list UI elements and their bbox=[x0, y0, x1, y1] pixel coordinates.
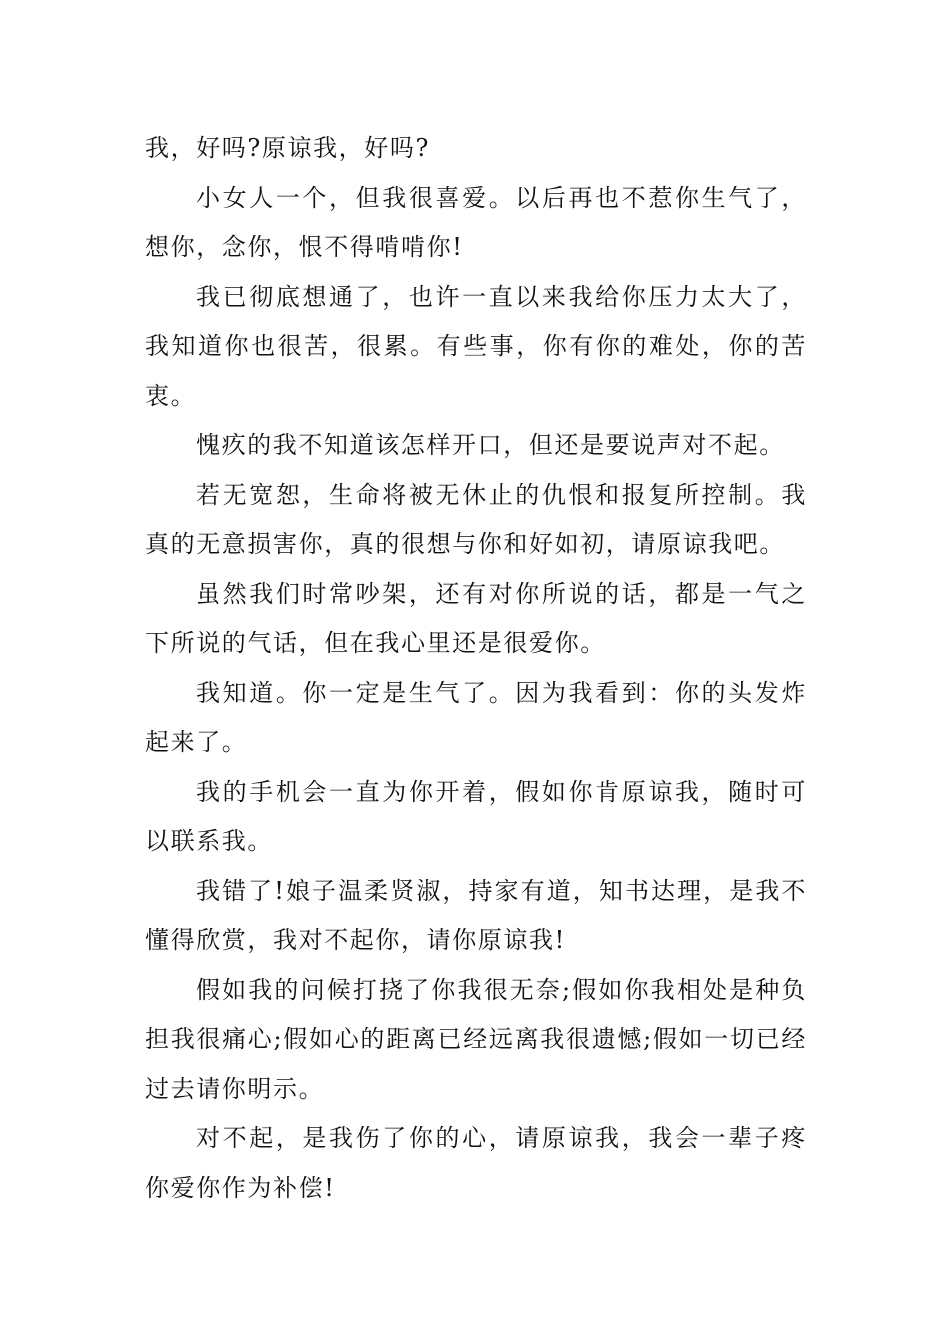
paragraph-4: 愧疚的我不知道该怎样开口，但还是要说声对不起。 bbox=[196, 431, 785, 459]
paragraph-7: 我知道。你一定是生气了。因为我看到：你的头发炸起来了。 bbox=[145, 678, 807, 756]
paragraph-3: 我已彻底想通了，也许一直以来我给你压力太大了，我知道你也很苦，很累。有些事，你有你的难处，你的苦衷。 bbox=[145, 282, 807, 410]
paragraph-2: 小女人一个，但我很喜爱。以后再也不惹你生气了，想你，念你，恨不得啃啃你! bbox=[145, 183, 807, 261]
paragraph-6: 虽然我们时常吵架，还有对你所说的话，都是一气之下所说的气话，但在我心里还是很爱你。 bbox=[145, 579, 807, 657]
paragraph-10: 假如我的问候打挠了你我很无奈;假如你我相处是种负担我很痛心;假如心的距离已经远离我很遗憾;假如一切已经过去请你明示。 bbox=[145, 975, 807, 1103]
paragraph-9: 我错了!娘子温柔贤淑，持家有道，知书达理，是我不懂得欣赏，我对不起你，请你原谅我! bbox=[145, 876, 807, 954]
paragraph-8: 我的手机会一直为你开着，假如你肯原谅我，随时可以联系我。 bbox=[145, 777, 807, 855]
paragraph-1: 我，好吗?原谅我，好吗? bbox=[145, 134, 430, 162]
paragraph-11: 对不起，是我伤了你的心，请原谅我，我会一辈子疼你爱你作为补偿! bbox=[145, 1124, 807, 1202]
document-page bbox=[145, 124, 807, 1213]
paragraph-5: 若无宽恕，生命将被无休止的仇恨和报复所控制。我真的无意损害你，真的很想与你和好如初，请原谅我吧。 bbox=[145, 480, 807, 558]
